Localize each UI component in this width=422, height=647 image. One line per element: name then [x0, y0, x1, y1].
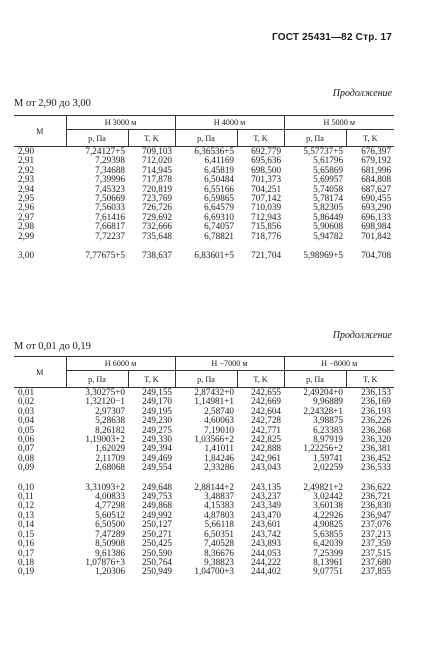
- cell-mach: 2,92: [18, 164, 35, 175]
- table-cell: 9,07751: [313, 566, 344, 577]
- table-cell: 9,61386: [95, 547, 125, 558]
- cell-mach: 0,10: [18, 481, 35, 492]
- table-cell: 243,470: [251, 509, 282, 520]
- table-cell: 698,984: [361, 221, 392, 232]
- cell-mach: 0,09: [18, 462, 35, 473]
- table-cell: 8,26182: [95, 424, 125, 435]
- cell-mach: 0,04: [18, 415, 35, 426]
- table-cell: 244,053: [251, 547, 282, 558]
- table-cell: 237,515: [361, 547, 392, 558]
- table-cell: 704,708: [361, 250, 392, 261]
- table-cell: 249,648: [142, 481, 173, 492]
- table-cell: 7,72237: [95, 230, 125, 241]
- table-cell: 242,604: [251, 405, 282, 416]
- table-cell: 6,23383: [313, 424, 344, 435]
- table-cell: 690,455: [361, 193, 392, 204]
- cell-mach: 2,97: [18, 211, 35, 222]
- table-cell: 250,425: [142, 538, 173, 549]
- table-cell: 242,669: [251, 396, 282, 407]
- table-cell: 6,78821: [204, 230, 235, 241]
- table-cell: 6,83601+5: [194, 250, 235, 261]
- table-cell: 7,24127+5: [85, 146, 125, 156]
- table-row: [14, 251, 394, 260]
- subcol-header: T, K: [128, 130, 175, 147]
- table-cell: 6,45819: [204, 164, 235, 175]
- table-cell: 3,48837: [204, 491, 235, 502]
- cell-mach: 0,02: [18, 396, 35, 407]
- table-cell: 1,59741: [313, 452, 344, 463]
- table-cell: 5,78174: [313, 193, 344, 204]
- table-cell: 242,728: [251, 415, 282, 426]
- cell-mach: 0,01: [18, 387, 35, 397]
- table-cell: 250,271: [142, 528, 173, 539]
- table-cell: 5,60512: [95, 509, 125, 520]
- table-cell: 236,193: [361, 405, 392, 416]
- cell-mach: 0,19: [18, 566, 35, 577]
- table-cell: 2,02259: [313, 462, 344, 473]
- table-cell: 704,251: [251, 183, 282, 194]
- subcol-header: p, Па: [175, 371, 237, 388]
- group-header: H 5000 м: [284, 116, 394, 130]
- table-cell: 236,452: [361, 452, 392, 463]
- cell-mach: 2,91: [18, 155, 35, 166]
- table-cell: 7,47289: [95, 528, 125, 539]
- table-row: [14, 567, 394, 576]
- table-cell: 5,90608: [313, 221, 344, 232]
- table-cell: 698,500: [251, 164, 282, 175]
- table-cell: 7,56033: [95, 202, 125, 213]
- table-cell: 701,842: [361, 230, 392, 241]
- subcol-header: T, K: [237, 130, 284, 147]
- table-cell: 7,40528: [204, 538, 235, 549]
- table-cell: 249,330: [142, 434, 173, 445]
- table-cell: 6,50484: [204, 174, 235, 185]
- table-row: [14, 463, 394, 472]
- table-cell: 250,127: [142, 519, 173, 530]
- table-cell: 236,320: [361, 434, 392, 445]
- cell-mach: 2,98: [18, 221, 35, 232]
- table-cell: 7,19010: [204, 424, 235, 435]
- table-cell: 4,77298: [95, 500, 125, 511]
- cell-mach: 0,14: [18, 519, 35, 530]
- table-cell: 236,721: [361, 491, 392, 502]
- table-cell: 709,103: [142, 146, 173, 156]
- table-cell: 242,655: [251, 387, 282, 397]
- cell-mach: 2,99: [18, 230, 35, 241]
- table-cell: 249,275: [142, 424, 173, 435]
- table-cell: 5,65869: [313, 164, 344, 175]
- table-cell: 249,230: [142, 415, 173, 426]
- table-cell: 4,90825: [313, 519, 344, 530]
- table-cell: 2,49204+0: [303, 387, 344, 397]
- subcol-header: p, Па: [66, 130, 128, 147]
- cell-mach: 0,06: [18, 434, 35, 445]
- table-cell: 237,855: [361, 566, 392, 577]
- data-table-2: [14, 356, 394, 577]
- table-cell: 242,961: [251, 452, 282, 463]
- table-cell: 4,60063: [204, 415, 235, 426]
- cell-mach: 3,00: [18, 250, 35, 261]
- table-cell: 6,36536+5: [194, 146, 235, 156]
- table-cell: 237,076: [361, 519, 392, 530]
- table-cell: 250,764: [142, 556, 173, 567]
- table-cell: 249,155: [142, 387, 173, 397]
- table-cell: 5,98969+5: [303, 250, 344, 261]
- cell-mach: 0,11: [18, 491, 34, 502]
- table-cell: 2,87432+0: [194, 387, 235, 397]
- subcol-header: p, Па: [175, 130, 237, 147]
- table-cell: 3,60138: [313, 500, 344, 511]
- cell-mach: 0,13: [18, 509, 35, 520]
- table-cell: 7,66817: [95, 221, 125, 232]
- group-header: H −7000 м: [175, 357, 284, 371]
- table-cell: 244,402: [251, 566, 282, 577]
- table-cell: 5,63855: [313, 528, 344, 539]
- table-cell: 1,07876+3: [85, 556, 125, 567]
- table-cell: 6,41169: [204, 155, 235, 166]
- table-cell: 2,97307: [95, 405, 125, 416]
- table-cell: 236,622: [361, 481, 392, 492]
- table-cell: 243,349: [251, 500, 282, 511]
- subcol-header: T, K: [346, 371, 394, 388]
- table-cell: 6,42039: [313, 538, 344, 549]
- table-cell: 236,169: [361, 396, 392, 407]
- table-cell: 7,29398: [95, 155, 125, 166]
- table-cell: 8,13961: [313, 556, 344, 567]
- table-cell: 7,61416: [95, 211, 125, 222]
- table-cell: 1,19003+2: [85, 434, 125, 445]
- table-cell: 726,726: [142, 202, 173, 213]
- cell-mach: 0,16: [18, 538, 35, 549]
- table-cell: 8,36676: [204, 547, 235, 558]
- table-cell: 5,82305: [313, 202, 344, 213]
- table-cell: 2,24328+1: [303, 405, 344, 416]
- table-cell: 1,22256+2: [303, 443, 344, 454]
- table-cell: 1,14981+1: [194, 396, 235, 407]
- table-cell: 5,61796: [313, 155, 344, 166]
- table-cell: 249,992: [142, 509, 173, 520]
- table-cell: 236,268: [361, 424, 392, 435]
- table-cell: 237,359: [361, 538, 392, 549]
- group-header: H 4000 м: [175, 116, 284, 130]
- table-cell: 242,825: [251, 434, 282, 445]
- cell-mach: 2,90: [18, 146, 35, 156]
- table-cell: 718,776: [251, 230, 282, 241]
- table-cell: 1,20306: [95, 566, 125, 577]
- cell-mach: 0,05: [18, 424, 35, 435]
- cell-mach: 0,15: [18, 528, 35, 539]
- table-cell: 7,25399: [313, 547, 344, 558]
- cell-mach: 0,18: [18, 556, 35, 567]
- table-cell: 6,64579: [204, 202, 235, 213]
- table-cell: 3,30275+0: [85, 387, 125, 397]
- table-cell: 729,692: [142, 211, 173, 222]
- table-cell: 242,888: [251, 443, 282, 454]
- table-cell: 676,397: [361, 146, 392, 156]
- table-cell: 679,192: [361, 155, 392, 166]
- table-cell: 9,38823: [204, 556, 235, 567]
- table-cell: 243,601: [251, 519, 282, 530]
- table-cell: 710,039: [251, 202, 282, 213]
- subcol-header: T, K: [237, 371, 284, 388]
- table-cell: 2,11709: [95, 452, 125, 463]
- table-cell: 717,878: [142, 174, 173, 185]
- table-cell: 236,226: [361, 415, 392, 426]
- table-cell: 249,394: [142, 443, 173, 454]
- table-cell: 684,808: [361, 174, 392, 185]
- table-cell: 687,627: [361, 183, 392, 194]
- table-cell: 712,020: [142, 155, 173, 166]
- table-cell: 243,893: [251, 538, 282, 549]
- table-cell: 696,133: [361, 211, 392, 222]
- table-cell: 7,39996: [95, 174, 125, 185]
- group-header: H −8000 м: [284, 357, 394, 371]
- table-cell: 6,55166: [204, 183, 235, 194]
- table-cell: 6,59865: [204, 193, 235, 204]
- table-cell: 1,41011: [204, 443, 235, 454]
- table-cell: 9,96889: [313, 396, 344, 407]
- table-cell: 4,15383: [204, 500, 235, 511]
- table-cell: 701,373: [251, 174, 282, 185]
- table-cell: 236,830: [361, 500, 392, 511]
- table-cell: 735,648: [142, 230, 173, 241]
- table-cell: 7,34688: [95, 164, 125, 175]
- table-cell: 4,00833: [95, 491, 125, 502]
- table-cell: 243,742: [251, 528, 282, 539]
- table-cell: 2,58740: [204, 405, 235, 416]
- table-cell: 236,533: [361, 462, 392, 473]
- table-cell: 1,32120−1: [85, 396, 125, 407]
- table-cell: 2,68068: [95, 462, 125, 473]
- table-cell: 721,704: [251, 250, 282, 261]
- group-header: H 6000 м: [66, 357, 175, 371]
- cell-mach: 0,12: [18, 500, 35, 511]
- table-cell: 1,62029: [95, 443, 125, 454]
- table-cell: 237,213: [361, 528, 392, 539]
- table-cell: 236,381: [361, 443, 392, 454]
- section-title-1: M от 2,90 до 3,00: [14, 98, 91, 109]
- table-cell: 5,28638: [95, 415, 125, 426]
- table-cell: 3,31093+2: [85, 481, 125, 492]
- table-cell: 249,868: [142, 500, 173, 511]
- table-cell: 695,636: [251, 155, 282, 166]
- subcol-header: T, K: [346, 130, 394, 147]
- subcol-header: p, Па: [66, 371, 128, 388]
- table-cell: 2,33286: [204, 462, 235, 473]
- table-cell: 236,153: [361, 387, 392, 397]
- table-cell: 712,943: [251, 211, 282, 222]
- cell-mach: 0,08: [18, 452, 35, 463]
- table-cell: 237,680: [361, 556, 392, 567]
- table-cell: 250,590: [142, 547, 173, 558]
- table-cell: 5,57737+5: [303, 146, 344, 156]
- table-cell: 6,69310: [204, 211, 235, 222]
- table-cell: 5,66118: [204, 519, 235, 530]
- cell-mach: 0,07: [18, 443, 35, 454]
- table-cell: 2,88144+2: [194, 481, 235, 492]
- table-cell: 707,142: [251, 193, 282, 204]
- cell-mach: 2,95: [18, 193, 35, 204]
- data-table-1: [14, 115, 394, 260]
- subcol-header: T, K: [128, 371, 175, 388]
- table-cell: 1,04700+3: [194, 566, 235, 577]
- table-cell: 5,69957: [313, 174, 344, 185]
- table-cell: 693,290: [361, 202, 392, 213]
- subcol-header: p, Па: [284, 130, 346, 147]
- cell-mach: 2,94: [18, 183, 35, 194]
- table-cell: 243,135: [251, 481, 282, 492]
- subcol-header: p, Па: [284, 371, 346, 388]
- table-cell: 1,84246: [204, 452, 235, 463]
- table-cell: 2,49821+2: [303, 481, 344, 492]
- section-title-2: M от 0,01 до 0,19: [14, 341, 91, 352]
- table-cell: 1,03566+2: [194, 434, 235, 445]
- table-cell: 7,45323: [95, 183, 125, 194]
- col-header-m: M: [14, 357, 66, 388]
- table-cell: 236,947: [361, 509, 392, 520]
- table-cell: 4,87803: [204, 509, 235, 520]
- table-cell: 249,469: [142, 452, 173, 463]
- col-header-m: M: [14, 116, 66, 147]
- cell-mach: 2,96: [18, 202, 35, 213]
- continued-label-1: Продолжение: [332, 88, 392, 99]
- table-cell: 250,949: [142, 566, 173, 577]
- table-cell: 7,50669: [95, 193, 125, 204]
- table-cell: 244,222: [251, 556, 282, 567]
- cell-mach: 0,03: [18, 405, 35, 416]
- table-cell: 720,819: [142, 183, 173, 194]
- cell-mach: 0,17: [18, 547, 35, 558]
- table-cell: 243,237: [251, 491, 282, 502]
- table-cell: 3,98875: [313, 415, 344, 426]
- table-cell: 5,74058: [313, 183, 344, 194]
- table-row: [14, 232, 394, 241]
- table-cell: 7,77675+5: [85, 250, 125, 261]
- table-cell: 249,554: [142, 462, 173, 473]
- table-cell: 242,771: [251, 424, 282, 435]
- table-cell: 723,769: [142, 193, 173, 204]
- table-cell: 715,856: [251, 221, 282, 232]
- table-cell: 6,50500: [95, 519, 125, 530]
- table-cell: 5,86449: [313, 211, 344, 222]
- table-cell: 3,02442: [313, 491, 344, 502]
- table-cell: 692,779: [251, 146, 282, 156]
- table-cell: 681,996: [361, 164, 392, 175]
- table-cell: 6,74057: [204, 221, 235, 232]
- page-header: ГОСТ 25431—82 Стр. 17: [272, 32, 392, 43]
- table-cell: 249,195: [142, 405, 173, 416]
- table-cell: 5,94782: [313, 230, 344, 241]
- group-header: H 3000 м: [66, 116, 175, 130]
- table-cell: 4,22926: [313, 509, 344, 520]
- cell-mach: 2,93: [18, 174, 35, 185]
- table-cell: 8,50908: [95, 538, 125, 549]
- table-cell: 714,945: [142, 164, 173, 175]
- table-cell: 738,637: [142, 250, 173, 261]
- table-cell: 732,666: [142, 221, 173, 232]
- table-cell: 249,170: [142, 396, 173, 407]
- table-cell: 243,043: [251, 462, 282, 473]
- table-cell: 8,97919: [313, 434, 344, 445]
- table-cell: 249,753: [142, 491, 173, 502]
- continued-label-2: Продолжение: [332, 330, 392, 341]
- table-cell: 6,50351: [204, 528, 235, 539]
